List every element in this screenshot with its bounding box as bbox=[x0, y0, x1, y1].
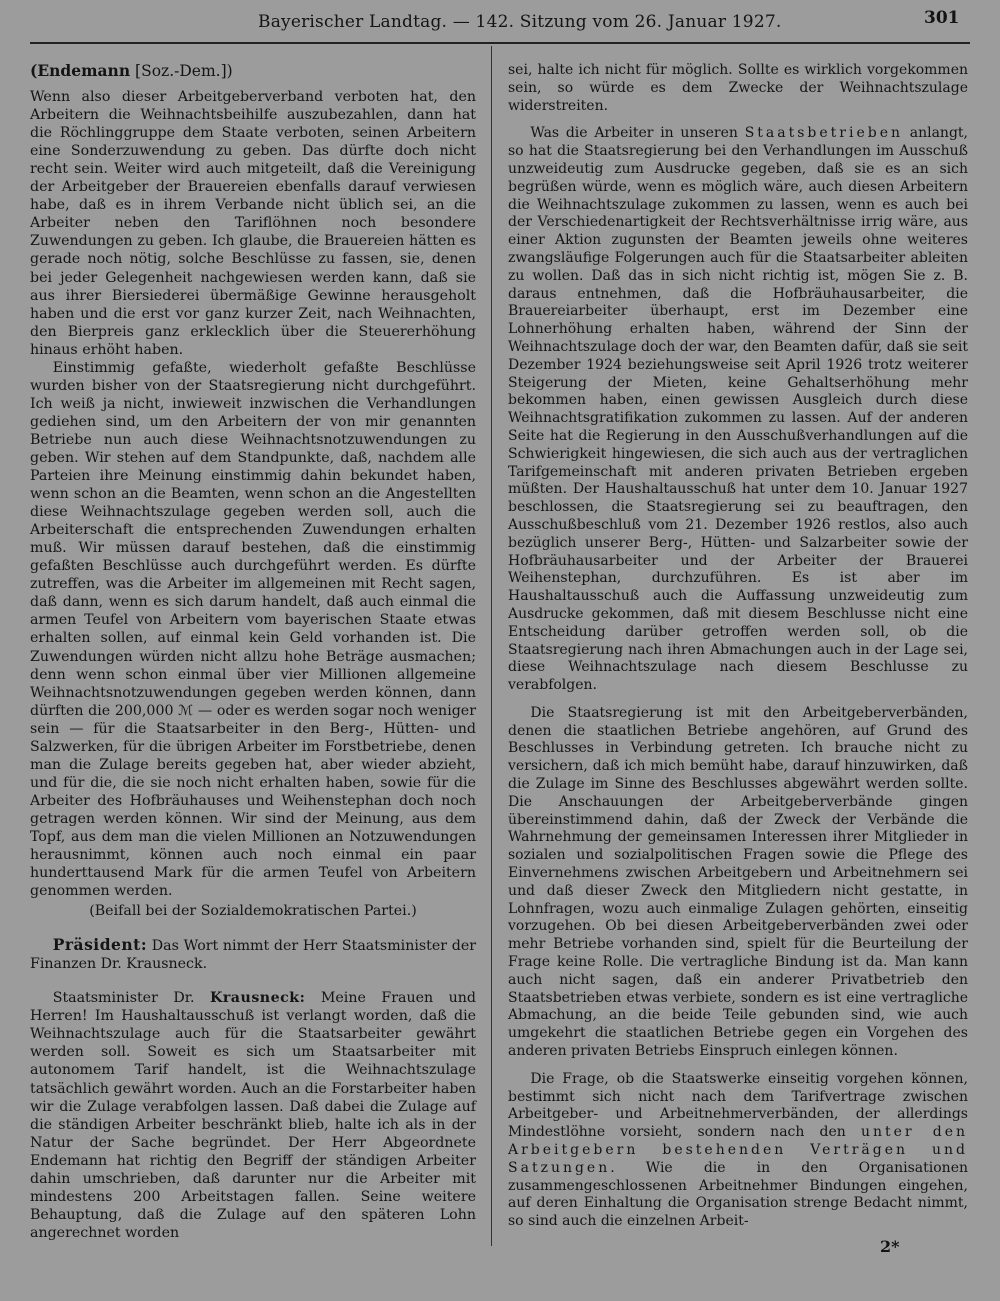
speaker-party: [Soz.-Dem.]) bbox=[130, 62, 233, 80]
president-statement bbox=[30, 936, 476, 973]
minister-prefix: Staatsminister Dr. bbox=[52, 990, 210, 1007]
minister-name: Krausneck: bbox=[210, 990, 306, 1007]
page-number: 301 bbox=[924, 8, 960, 28]
left-column bbox=[30, 62, 476, 1242]
applause-note: (Beifall bei der Sozialdemokratischen Partei.) bbox=[89, 903, 417, 920]
paragraph: Die Staatsregierung ist mit den Arbeitgeberverbänden, denen die staatlichen Betriebe angehören, auf Grund des Beschlusses in Verbindung getreten. Ich brauche nicht zu versichern, daß ich mich bemüht habe, darauf hinzuwirken, daß die Zulage im Sinne des Beschlusses abgewährt werden sollte. Die Anschauungen der Arbeitgeberverbände gingen übereinstimmend dahin, daß der Zweck der Verbände die Wahrnehmung der gemeinsamen Interessen ihrer Mitglieder in sozialen und sozialpolitischen Fragen sowie die Pflege des Einvernehmens zwischen Arbeitgebern und Arbeitnehmern sei und daß dieser Zweck den Mitgliedern nicht gestatte, in Lohnfragen, wozu auch einmalige Zulagen gehörten, einseitig vorzugehen. Ob bei diesen Arbeitgeberverbänden zwei oder mehr Betriebe vorhanden sind, spielt für die Beurteilung der Frage keine Rolle. Die vertragliche Bindung ist da. Man kann auch nicht sagen, daß ein anderer Privatbetrieb den Staatsbetrieben etwas verbiete, sondern es ist eine vertragliche Abmachung, an die beide Teile gebunden sind, wie auch umgekehrt die staatlichen Betriebe gegen ein Vorgehen des anderen privaten Betriebs Einspruch einlegen können. bbox=[508, 704, 968, 1060]
text-run: . Wie die in den Organisationen zusammengeschlossenen Arbeitnehmer Bindungen eingehen, auf deren Einhaltung die Organisation strenge Bedacht nimmt, so sind auch die einzelnen Arbeit- bbox=[508, 1159, 968, 1230]
paragraph: Wenn also dieser Arbeitgeberverband verboten hat, den Arbeitern die Weihnachtsbeihilfe auszubezahlen, dann hat die Röchlinggruppe dem Staate verboten, seinen Arbeitern eine Sonderzuwendung zu geben. Das dürfte doch nicht recht sein. Weiter wird auch mitgeteilt, daß die Vereinigung der Arbeitgeber der Brauereien ebenfalls darauf verwiesen habe, daß es in ihrem Verbande nicht üblich sei, an die Arbeiter neben den Tariflöhnen noch besondere Zuwendungen zu geben. Ich glaube, die Brauereien hätten es gerade noch nötig, solche Beschlüsse zu fassen, sie, denen bei jeder Gelegenheit nachgewiesen werden kann, daß sie aus ihrer Biersiederei übermäßige Gewinne herausgeholt haben und die erst vor ganz kurzer Zeit, nach Weihnachten, den Bierpreis ganz erklecklich über die Steuererhöhung hinaus erhöht haben. bbox=[30, 89, 476, 358]
text-run: Die Frage, ob die Staatswerke einseitig vorgehen können, bestimmt sich nicht nach dem Tarifvertrage zwischen Arbeitgeber- und Arbeitnehmerverbänden, der allerdings Mindestlöhne vorsieht, sondern nach den bbox=[508, 1070, 968, 1141]
paragraph: Einstimmig gefaßte, wiederholt gefaßte Beschlüsse wurden bisher von der Staatsregierung nicht durchgeführt. Ich weiß ja nicht, inwieweit inzwischen die Verhandlungen gediehen sind, um den Arbeitern der von mir genannten Betriebe nun auch diese Weihnachtsnotzuwendungen zu geben. Wir stehen auf dem Standpunkte, daß, nachdem alle Parteien ihre Meinung einstimmig dahin bekundet haben, wenn schon an die Beamten, wenn schon an die Angestellten diese Weihnachtszulage gegeben werden soll, auch die Arbeiterschaft die entsprechenden Zuwendungen erhalten muß. Wir müssen darauf bestehen, daß die einstimmig gefaßten Beschlüsse auch durchgeführt werden. Es dürfte zutreffen, was die Arbeiter im allgemeinen mit Recht sagen, daß dann, wenn es sich darum handelt, daß auch einmal die armen Teufel von Arbeitern vom bayerischen Staate etwas erhalten sollen, auf einmal kein Geld vorhanden ist. Die Zuwendungen würden nicht allzu hohe Beträge ausmachen; denn wenn schon einmal über vier Millionen allgemeine Weihnachtsnotzuwendungen gegeben werden können, dann dürften die 200,000 ℳ — oder es werden sogar noch weniger sein — für die Staatsarbeiter in den Berg-, Hütten- und Salzwerken, für die übrigen Arbeiter im Forstbetriebe, denen man die Zulage bereits gegeben hat, aber wieder abzieht, und für die, die sie noch nicht erhalten haben, sowie für die Arbeiter des Hofbräuhauses und Weihenstephan doch noch getragen werden können. Wir sind der Meinung, aus dem Topf, aus dem man die vielen Millionen an Notzuwendungen herausnimmt, können auch noch einmal ein paar hunderttausend Mark für die armen Teufel von Arbeitern genommen werden. bbox=[30, 359, 476, 900]
emphasis-spaced: unter den Arbeitgebern bestehenden Verträgen und Satzungen bbox=[508, 1124, 968, 1176]
speaker-heading bbox=[30, 62, 476, 80]
column-divider bbox=[491, 46, 492, 1246]
paragraph bbox=[508, 125, 968, 695]
minister-statement bbox=[30, 989, 476, 1242]
paragraph: sei, halte ich nicht für möglich. Sollte es wirklich vorgekommen sein, so würde es dem Zwecke der Weihnachtszulage widerstreiten. bbox=[508, 62, 968, 114]
signature-mark: 2* bbox=[880, 1237, 900, 1256]
header-rule bbox=[30, 42, 970, 44]
page-header bbox=[0, 0, 1000, 48]
emphasis-spaced: Staatsbetrieben bbox=[744, 125, 903, 142]
text-run: anlangt, so hat die Staatsregierung bei den Verhandlungen im Ausschuß unzweideutig zum Ausdrucke gegeben, daß sie es an sich begrüßen würde, wenn es möglich wäre, auch diesen Arbeitern die Weihnachtszulage zukommen zu lassen, wenn es auch bei der Verschiedenartigkeit der Rechtsverhältnisse irrig wäre, aus einer Aktion zugunsten der Beamten jeweils ohne weiteres zwangsläufige Folgerungen auch für die Staatsarbeiter ableiten zu wollen. Daß das in sich nicht richtig ist, mögen Sie z. B. daraus entnehmen, daß die Hofbräuhausarbeiter, die Brauereiarbeiter überhaupt, erst im Dezember eine Lohnerhöhung erhalten haben, während der Sinn der Weihnachtszulage doch der war, den Beamten dafür, daß sie seit Dezember 1924 beziehungsweise seit April 1926 trotz weiterer Steigerung der Mieten, keine Gehaltserhöhung mehr bekommen haben, einen gewissen Ausgleich durch diese Weihnachtsgratifikation zukommen zu lassen. Auf der anderen Seite hat die Regierung in den Ausschußverhandlungen auf die Schwierigkeit hingewiesen, die sich auch aus der vertraglichen Tarifgemeinschaft mit anderen privaten Betrieben ergeben müßten. Der Haushaltausschuß hat unter dem 10. Januar 1927 beschlossen, die Staatsregierung sei zu beauftragen, den Ausschußbeschluß vom 21. Dezember 1926 restlos, also auch bezüglich unserer Berg-, Hütten- und Salzarbeiter sowie der Hofbräuhausarbeiter und der Arbeiter der Brauerei Weihenstephan, durchzuführen. Es ist aber im Haushaltausschuß auch die Auffassung unzweideutig zum Ausdrucke gekommen, daß mit diesem Beschlusse nicht eine Entscheidung darüber getroffen werden soll, ob die Staatsregierung nach ihren Abmachungen auch in der Lage sei, diese Weihnachtszulage nach diesem Beschlusse zu verabfolgen. bbox=[508, 125, 968, 694]
paragraph bbox=[508, 1071, 968, 1231]
text-run: Was die Arbeiter in unseren bbox=[530, 125, 745, 142]
running-title: Bayerischer Landtag. — 142. Sitzung vom 26. Januar 1927. bbox=[258, 12, 782, 32]
right-column bbox=[508, 62, 968, 1231]
minister-text: Meine Frauen und Herren! Im Haushaltausschuß ist verlangt worden, daß die Weihnachtszulage auch für die Staatsarbeiter gewährt werden soll. Soweit es sich um Staatsarbeiter mit autonomem Tarif handelt, ist die Weihnachtszulage tatsächlich gewährt worden. Auch an die Forstarbeiter haben wir die Zulage verabfolgen lassen. Daß dabei die Zulage auf die ständigen Arbeiter beschränkt blieb, halte ich als in der Natur der Sache begründet. Der Herr Abgeordnete Endemann hat richtig den Begriff der ständigen Arbeiter dahin umschrieben, daß darunter nur die Arbeiter mit mindestens 200 Arbeitstagen fallen. Seine weitere Behauptung, daß die Zulage auf den späteren Lohn angerechnet worden bbox=[30, 990, 476, 1241]
president-label: Präsident: bbox=[52, 935, 148, 955]
president-text: Das Wort nimmt der Herr Staatsminister der Finanzen Dr. Krausneck. bbox=[30, 938, 476, 973]
speaker-name: (Endemann bbox=[30, 61, 131, 80]
